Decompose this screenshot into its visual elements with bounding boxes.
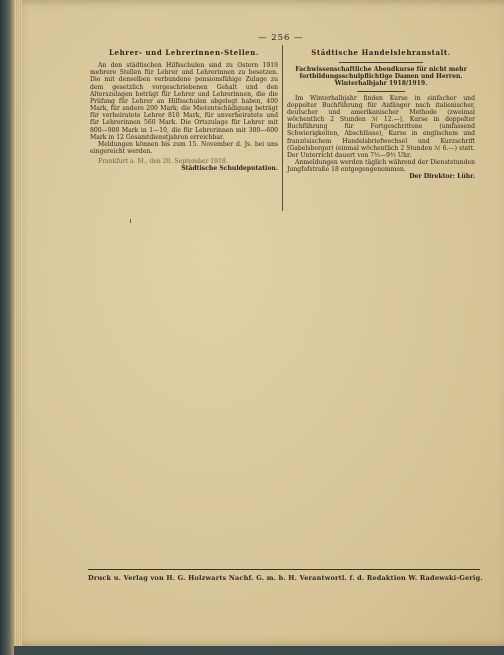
footer-rule <box>88 569 480 570</box>
column-divider <box>282 45 283 211</box>
small-mark <box>130 219 131 223</box>
rule <box>339 62 423 63</box>
right-column <box>287 49 475 181</box>
right-body: Im Winterhalbjahr finden Kurse in einfacher und doppelter Buchführung für Anfänger nach italienischer, deutscher und amerikanischer Methode (zweimal wöchentlich 2 Stunden ℳ 12.—), Kurse in doppelter Buchführung für Fortgeschrittene (umfassend Schwierigkeiten, Abschlüsse), Kurse in englischem und französischem Handelsbriefwechsel und Kurzschrift (Gabelsberger) (einmal wöchentlich 2 Stunden ℳ 6.—) statt. Der Unterricht dauert von 7½—9½ Uhr. <box>287 94 475 159</box>
left-heading: Lehrer- und Lehrerinnen-Stellen. <box>109 48 259 57</box>
right-term: Winterhalbjahr 1918/1919. <box>334 80 428 88</box>
left-column <box>90 49 278 173</box>
page-number: — 256 — <box>258 33 304 43</box>
rule <box>357 91 405 92</box>
left-deadline: Meldungen können bis zum 15. November d. Js. bei uns eingereicht werden. <box>90 140 278 156</box>
left-place-date: Frankfurt a. M., den 20. September 1918. <box>98 158 228 166</box>
imprint-footer: Druck u. Verlag von H. G. Holzwarts Nachf. G. m. b. H. Verantwortl. f. d. Redaktion W. Radowski-Gerig. <box>88 574 483 582</box>
left-signature: Städtische Schuldeputation. <box>181 165 278 173</box>
page-edge <box>14 0 22 646</box>
right-subheading: Fachwissenschaftliche Abendkurse für nicht mehr fortbildungsschulpflichtige Damen und Herren. <box>295 66 467 81</box>
right-heading: Städtische Handelslehranstalt. <box>311 48 451 57</box>
right-registration: Anmeldungen werden täglich während der Dienststunden Jungfofstraße 18 entgegengenommen. <box>287 159 475 174</box>
right-signature: Der Direktor: Lühr. <box>409 173 475 181</box>
left-body: An den städtischen Hilfsschulen sind zu Ostern 1919 mehrere Stellen für Lehrer und Lehrerinnen zu besetzen. Die mit denselben verbundene pensionsfähige Zulage zu dem gesetzlich vorgeschriebenen Gehalt und den Alterszulagen beträgt für Lehrer und Lehrerinnen, die die Prüfung für Lehrer an Hilfsschulen abgelegt haben, 400 Mark, für andere 200 Mark; die Mietentschädigung beträgt für verheiratete Lehrer 810 Mark, für unverheiratete und für Lehrerinnen 560 Mark. Die Ortszulage für Lehrer mit 800—900 Mark in 1—10, die für Lehrerinnen mit 300—600 Mark in 12 Gesamtdienstjahren erreichbar. <box>90 62 278 141</box>
